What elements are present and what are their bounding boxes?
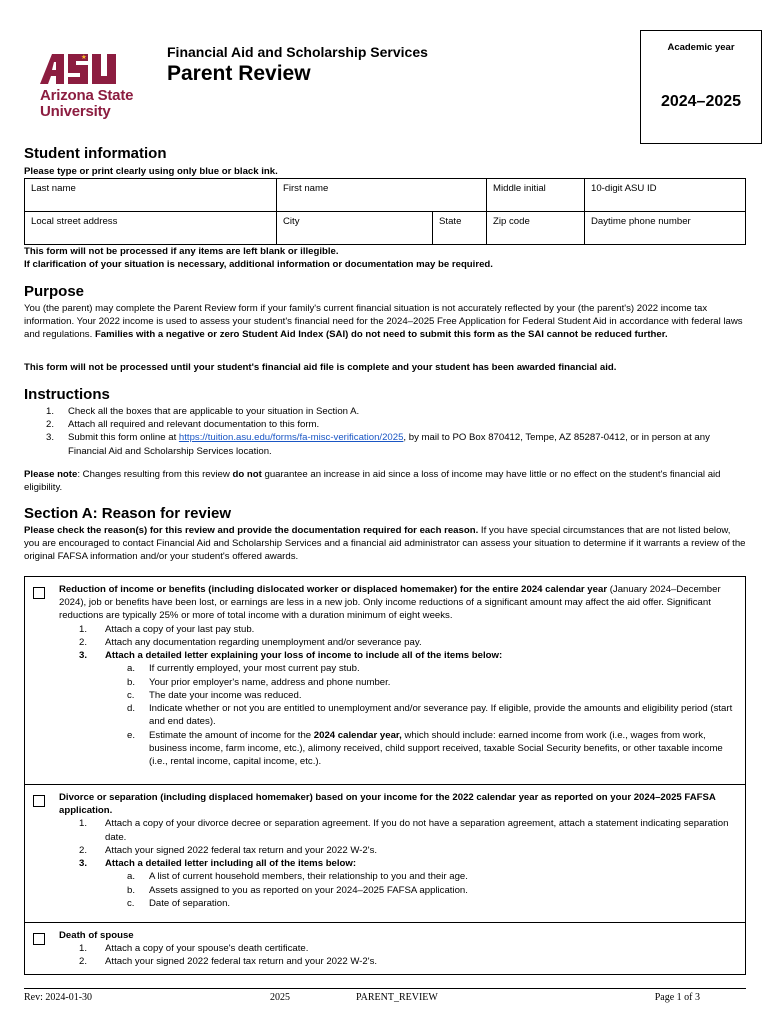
list-item	[59, 623, 737, 636]
sub-text: Indicate whether or not you are entitled to unemployment and/or severance pay. If eligible, provide the amounts and eligibility period (start and end dates).	[149, 703, 733, 728]
sub-number: b.	[127, 884, 136, 896]
sub-text: Date of separation.	[149, 897, 231, 909]
ink-instruction: Please type or print clearly using only blue or black ink.	[24, 166, 278, 177]
field-label: Middle initial	[493, 183, 546, 194]
item-number: 1.	[79, 623, 88, 635]
logo-text-line1: Arizona State	[40, 87, 134, 104]
page-number: Page 1 of 3	[654, 992, 700, 1003]
note-text: guarantee an increase in aid since a loss of income may have little or no effect on the student's financial aid eligibility.	[24, 469, 721, 494]
section-a-intro-text: If you have special circumstances that are not listed below, you are encouraged to contact Financial Aid and Scholarship Services and a financial aid administrator can assess your situation to determine if it warrants a review of the original FAFSA information and/or your student's offered awards.	[24, 525, 746, 563]
instructions-heading: Instructions	[24, 386, 110, 403]
sub-number: b.	[127, 676, 136, 688]
logo-text-line2: University	[40, 103, 111, 120]
field-label: Zip code	[493, 216, 530, 227]
reason-income-reduction	[25, 577, 745, 785]
last-name-field[interactable]	[25, 179, 277, 212]
first-name-field[interactable]	[277, 179, 487, 212]
divorce-checkbox[interactable]	[33, 795, 45, 807]
field-label: Local street address	[31, 216, 118, 227]
step-text: Check all the boxes that are applicable to your situation in Section A.	[68, 406, 360, 417]
item-number: 2.	[79, 636, 88, 648]
middle-initial-field[interactable]	[487, 179, 585, 212]
sub-text: Your prior employer's name, address and phone number.	[149, 676, 391, 688]
sub-text: Estimate the amount of income for the	[149, 729, 314, 741]
state-field[interactable]	[433, 212, 487, 245]
revision-date: Rev: 2024-01-30	[24, 992, 93, 1003]
list-item	[24, 418, 746, 431]
sub-text: which should include: earned income from work (i.e., wages from work, business income, farm income, etc.), alimony received, child support received, taxable Social Security benefits, or other taxable income (i.e., rental income, capital income, etc.).	[149, 729, 723, 768]
list-item	[59, 649, 737, 662]
sub-text: The date your income was reduced.	[149, 689, 302, 701]
item-text: Attach your signed 2022 federal tax return and your 2022 W-2's.	[105, 956, 378, 968]
please-note	[24, 468, 746, 494]
reason-death-of-spouse	[25, 923, 745, 975]
item-text: Attach a detailed letter explaining your loss of income to include all of the items below:	[105, 650, 503, 662]
reason-divorce	[25, 785, 745, 923]
office-name: Financial Aid and Scholarship Services	[167, 44, 428, 60]
blank-warning: This form will not be processed if any items are left blank or illegible.	[24, 246, 339, 257]
sub-number: a.	[127, 871, 136, 883]
item-number: 1.	[79, 943, 88, 955]
field-label: Daytime phone number	[591, 216, 691, 227]
asu-wordmark-icon	[40, 54, 122, 84]
reason-title: Divorce or separation (including displaced homemaker) based on your income for the 2022 calendar year as reported on your 2024–2025 FAFSA application.	[59, 792, 716, 817]
page-title: Parent Review	[167, 62, 311, 85]
sub-number: a.	[127, 663, 136, 675]
list-item	[59, 955, 737, 968]
footer-year: 2025	[270, 992, 290, 1003]
reason-title-bold: Reduction of income or benefits (including dislocated worker or displaced homemaker) for the entire 2024 calendar year	[59, 584, 608, 595]
list-item	[59, 636, 737, 649]
section-a-intro-bold: Please check the reason(s) for this review and provide the documentation required for each reason.	[24, 525, 479, 536]
item-text: Attach a copy of your last pay stub.	[105, 623, 255, 635]
death-of-spouse-checkbox[interactable]	[33, 933, 45, 945]
purpose-heading: Purpose	[24, 283, 85, 300]
form-code: PARENT_REVIEW	[356, 992, 438, 1003]
list-item	[59, 884, 737, 897]
list-item	[59, 676, 737, 689]
sub-text: A list of current household members, their relationship to you and their age.	[149, 871, 468, 883]
sub-number: c.	[127, 897, 135, 909]
field-label: First name	[283, 183, 329, 194]
academic-year-value: 2024–2025	[660, 93, 742, 110]
list-item	[59, 857, 737, 870]
sub-number: c.	[127, 689, 135, 701]
field-label: State	[439, 216, 462, 227]
item-number: 2.	[79, 956, 88, 968]
list-item	[59, 817, 737, 843]
income-reduction-checkbox[interactable]	[33, 587, 45, 599]
item-text: Attach a copy of your divorce decree or separation agreement. If you do not have a separation agreement, attach a statement indicating separation date.	[105, 818, 729, 843]
field-label: 10-digit ASU ID	[591, 183, 657, 194]
page-footer	[24, 988, 746, 1003]
street-address-field[interactable]	[25, 212, 277, 245]
purpose-text	[24, 302, 746, 342]
academic-year-label: Academic year	[667, 42, 735, 53]
clarification-warning: If clarification of your situation is necessary, additional information or documentation may be required.	[24, 259, 493, 270]
asu-logo	[40, 54, 136, 120]
reason-title	[59, 583, 737, 623]
list-item	[59, 844, 737, 857]
student-info-heading: Student information	[24, 145, 167, 162]
item-text: Attach any documentation regarding unemployment and/or severance pay.	[105, 636, 422, 648]
list-item	[59, 729, 737, 769]
list-item	[59, 870, 737, 883]
list-item	[24, 405, 746, 418]
zip-code-field[interactable]	[487, 212, 585, 245]
processing-note: This form will not be processed until your student's financial aid file is complete and your student has been awarded financial aid.	[24, 362, 617, 373]
item-number: 1.	[79, 818, 88, 830]
item-number: 3.	[79, 650, 88, 662]
section-a-intro	[24, 524, 746, 564]
sub-number: d.	[127, 703, 136, 715]
list-item	[59, 897, 737, 910]
sub-text-bold: 2024 calendar year,	[313, 729, 402, 741]
note-emphasis: do not	[232, 469, 262, 480]
step-text: , by mail to PO Box 870412, Tempe, AZ 85287-0412, or in person at any Financial Aid and Scholarship Services location.	[68, 432, 710, 457]
section-a-heading: Section A: Reason for review	[24, 505, 231, 522]
step-number: 3.	[46, 432, 55, 444]
note-label: Please note	[24, 469, 78, 480]
list-item	[24, 431, 746, 457]
field-label: City	[283, 216, 300, 227]
sub-text: Assets assigned to you as reported on your 2024–2025 FAFSA application.	[149, 884, 468, 896]
sub-text: If currently employed, your most current pay stub.	[149, 663, 360, 675]
step-text: Submit this form online at	[68, 432, 179, 444]
list-item	[59, 689, 737, 702]
instructions-list	[24, 405, 746, 458]
item-text: Attach your signed 2022 federal tax return and your 2022 W-2's.	[105, 844, 378, 856]
list-item	[59, 702, 737, 728]
list-item	[59, 942, 737, 955]
sub-number: e.	[127, 729, 136, 741]
city-field[interactable]	[277, 212, 433, 245]
list-item	[59, 662, 737, 675]
purpose-body: You (the parent) may complete the Parent Review form if your family's current financial situation is not accurately reflected by your (the parent's) 2022 income tax information. Your 2022 income is used to assess your student's financial need for the 2024–2025 Free Application for Federal Student Aid in accordance with federal laws and regulations.	[24, 303, 743, 341]
reasons-table	[24, 576, 746, 975]
item-text: Attach a copy of your spouse's death certificate.	[105, 943, 309, 955]
note-text: : Changes resulting from this review	[77, 469, 233, 480]
reason-title: Death of spouse	[59, 930, 134, 941]
purpose-sai-note: Families with a negative or zero Student Aid Index (SAI) do not need to submit this form as the SAI cannot be reduced further.	[94, 329, 668, 341]
reason-title-rest: (January 2024–December 2024), job or benefits have been lost, or earnings are less in a new job. Only income reductions of a significant amount may affect the aid offer. Significant reductions are typically 25% or more of total income with a duration minimum of eight weeks.	[59, 584, 721, 622]
submission-link[interactable]: https://tuition.asu.edu/forms/fa-misc-verification/2025	[178, 432, 404, 444]
asu-id-field[interactable]	[585, 179, 746, 212]
field-label: Last name	[31, 183, 76, 194]
item-text: Attach a detailed letter including all of the items below:	[105, 858, 357, 870]
academic-year-box	[640, 30, 762, 144]
step-number: 2.	[46, 419, 55, 431]
step-number: 1.	[46, 406, 55, 417]
student-info-table	[24, 178, 746, 245]
step-text: Attach all required and relevant documentation to this form.	[68, 419, 320, 431]
phone-field[interactable]	[585, 212, 746, 245]
item-number: 3.	[79, 858, 88, 870]
item-number: 2.	[79, 844, 88, 856]
